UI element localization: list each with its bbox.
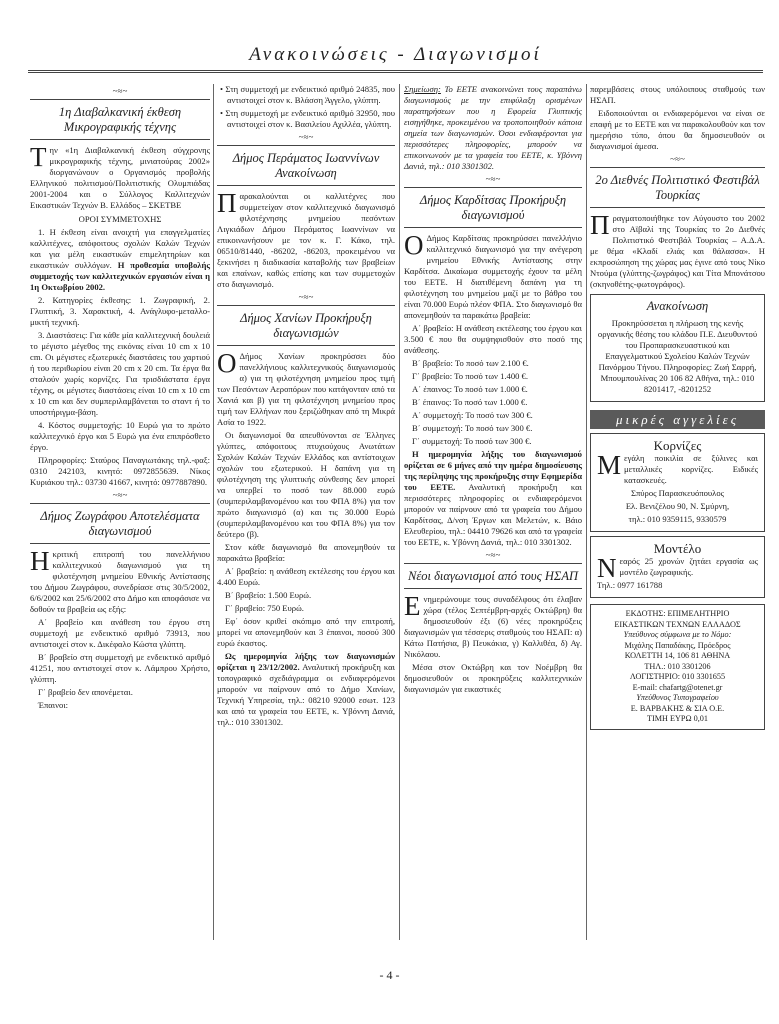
classified-ad — [590, 536, 765, 598]
column-1 — [30, 84, 210, 713]
article-paragraph: Γ΄ βραβείο: Το ποσό των 1.400 €. — [412, 371, 529, 381]
masthead-line: Μιχάλης Παπαδάκης, Πρόεδρος — [624, 640, 731, 650]
article-paragraph: Την «1η Διαβαλκανική έκθεση σύγχρονης μικρογραφικής τέχνης, μινιατούρας 2002» διοργανώνουν ο Οργανισμός προβολής Ελληνικού πολιτισμού/Πολιτιστικής Ολυμπιάδας 2001-2004 και ο Σύλλογος Καλλιτεχνών Εικαστικών Τεχνών Β. Ελλάδος – ΣΚΕΤΒΕ — [30, 142, 210, 210]
drop-cap: Μ — [597, 450, 622, 480]
article-paragraph: Β΄ βραβείο: 1.500 Ευρώ. — [225, 590, 312, 600]
ad-paragraph: Μεγάλη ποικιλία σε ξύλινες και μεταλλικές κορνίζες. Ειδικές κατασκευές. — [597, 450, 758, 485]
announcement-box — [590, 294, 765, 402]
article-paragraph: Α΄ βραβείο: η ανάθεση εκτέλεσης του έργου και 4.400 Ευρώ. — [217, 566, 395, 587]
list-item: • Στη συμμετοχή με ενδεικτικό αριθμό 24835, που αντιστοιχεί στον κ. Βλάσση Άγγελο, γλύπτη. — [220, 84, 395, 105]
article-title: 2ο Διεθνές Πολιτιστικό Φεστιβάλ Τουρκίας — [595, 173, 760, 202]
ornament-icon: ~≈~ — [112, 86, 128, 96]
drop-cap: Π — [590, 210, 610, 240]
article-paragraph: Ο Δήμος Καρδίτσας προκηρύσσει πανελλήνιο καλλιτεχνικό διαγωνισμό για την ανέγερση μνημείου Εθνικής Αντίστασης στην Καρδίτσα. Δικαίωμα συμμετοχής έχουν τα μέλη του ΕΕΤΕ. Η διατιθέμενη δαπάνη για τη φιλοτέχνηση του μνημείου μαζί με το βάθρο του είναι 70.000 Ευρώ πλέον ΦΠΑ. Στο διαγωνισμό θα απονεμηθούν τα παρακάτω βραβεία: — [404, 230, 582, 320]
ornament-icon: ~≈~ — [112, 490, 128, 500]
article-paragraph: Ο Δήμος Χανίων προκηρύσσει δύο πανελλήνιους καλλιτεχνικούς διαγωνισμούς α) για τη φιλοτέχνηση μνημείου προς τιμή των Πεσόντων Αεροπόρων που κατάγονταν από τα Χανιά και β) για τη φιλοτέχνηση μνημείου προς τιμή των Ελλήνων που ξεριζώθηκαν από τη Μικρά Ασία το 1922. — [217, 348, 395, 427]
divider — [404, 563, 582, 564]
article-title: Νέοι διαγωνισμοί από τους ΗΣΑΠ — [408, 569, 578, 583]
ad-title: Κορνίζες — [653, 438, 702, 453]
divider — [590, 167, 765, 168]
article-paragraph: Η ημερομηνία λήξης του διαγωνισμού ορίζεται σε 6 μήνες από την ημέρα δημοσίευσης της περίληψης της προκήρυξης στην Εφημερίδα του ΕΕΤΕ. Αναλυτική προκήρυξη και περισσότερες πληροφορίες οι ενδιαφερόμενοι μπορούν να παίρνουν από τα γραφεία του Δήμου Καρδίτσας, Δ/νση Έργων και Μελετών, κ. Βάιο Ελευθερίου, τηλ.: 04410 79626 και από τα γραφεία του ΕΕΤΕ, κ. Υβόννη Δανιά, τηλ.: 010 3301302. — [404, 449, 582, 547]
article-paragraph: Πληροφορίες: Σταύρος Παναγιωτάκης τηλ.-φαξ: 0310 242103, κινητό: 0972855639. Νίκος Κυριάκου τηλ.: 03730 41667, κινητό: 0977887890. — [30, 455, 210, 487]
column-2 — [217, 84, 395, 730]
article-paragraph: Β΄ βραβείο στη συμμετοχή με ενδεικτικό αριθμό 41251, που αντιστοιχεί στον κ. Λάμπρου Χρήστο, γλύπτη. — [30, 652, 210, 684]
article-paragraph: Α΄ βραβείο: Η ανάθεση εκτέλεσης του έργου και 3.500 € που θα συμψηφισθούν στο ποσό της ανάθεσης. — [404, 323, 582, 355]
drop-cap: Η — [30, 546, 50, 576]
drop-cap: Τ — [30, 142, 47, 172]
ornament-icon: ~≈~ — [298, 132, 314, 142]
drop-cap: Ο — [217, 348, 237, 378]
column-divider — [586, 84, 587, 940]
ad-paragraph: Νεαρός 25 χρονών ζητάει εργασία ως μοντέλο ζωγραφικής. — [597, 553, 758, 583]
column-3 — [404, 84, 582, 697]
divider — [30, 139, 210, 140]
article-paragraph: 1. Η έκθεση είναι ανοιχτή για επαγγελματίες καλλιτέχνες, απόφοιτους σχολών Καλών Τεχνών και για μέλη εικαστικών επιμελητηρίων και εικαστικών συλλόγων. Η προθεσμία υποβολής συμμετοχής των καλλιτεχνικών εργασιών είναι η 1η Οκτωβρίου 2002. — [30, 227, 210, 292]
masthead-line: E-mail: chafartg@otenet.gr — [632, 682, 723, 692]
drop-cap: Ν — [597, 553, 617, 583]
divider — [30, 543, 210, 544]
article-paragraph: Ως ημερομηνία λήξης των διαγωνισμών ορίζεται η 23/12/2002. Αναλυτική προκήρυξη και τοπογραφικό σχεδιάγραμμα οι ενδιαφερόμενοι μπορούν να παίρνουν από το Δήμο Χανίων, Τεχνική Υπηρεσία, τηλ.: 08210 92000 εσωτ. 123 και από τα γραφεία του ΕΕΤΕ, κ. Υβόννη Δανιά, τηλ.: 010 3301302. — [217, 651, 395, 727]
masthead-line: Υπεύθυνος σύμφωνα με το Νόμο: — [623, 630, 732, 639]
article-paragraph: παρεμβάσεις στους υπόλοιπους σταθμούς των ΗΣΑΠ. — [590, 84, 765, 105]
drop-cap: Π — [217, 188, 237, 218]
divider — [217, 145, 395, 146]
divider — [217, 305, 395, 306]
note-paragraph: Σημείωση: Το ΕΕΤΕ ανακοινώνει τους παραπάνω διαγωνισμούς με την επιφύλαξη ορισμένων παρατηρήσεων που η Εφορεία Γλυπτικής εισηγήθηκε, προκειμένου να τροποποιηθούν κάποια σημεία των διαγωνισμών. Όσοι ενδιαφέρονται για περισσότερες πληροφορίες, μπορούν να επικοινωνούν με τα γραφεία του ΕΕΤΕ, κ. Υβόννη Δανιά, τηλ.: 010 3301302. — [404, 84, 582, 171]
ad-contact: Τηλ.: 0977 161788 — [597, 580, 663, 590]
column-divider — [399, 84, 400, 940]
divider — [30, 99, 210, 100]
article-title: Δήμος Χανίων Προκήρυξη διαγωνισμών — [240, 311, 372, 340]
divider — [404, 227, 582, 228]
divider — [217, 185, 395, 186]
article-paragraph: Ενημερώνουμε τους συναδέλφους ότι έλαβαν χώρα (τέλος Σεπτέμβρη-αρχές Οκτώβρη) θα δημοσιευθούν έξι (6) νέες προκηρύξεις διαγωνισμών για τέσσερις σταθμούς του ΗΣΑΠ: α) Κάτω Πατήσια, β) Πευκάκια, γ) Καλλιθέα, δ) Αγ. Νικόλαου. — [404, 591, 582, 659]
article-paragraph: Γ΄ βραβείο δεν απονέμεται. — [38, 687, 133, 697]
article-paragraph: Α΄ έπαινος: Το ποσό των 1.000 €. — [412, 384, 528, 394]
ad-title: Μοντέλο — [653, 541, 702, 556]
article-paragraph: Πραγματοποιήθηκε τον Αύγουστο του 2002 στο Αϊβαλί της Τουρκίας το 2ο Διεθνές Πολιτιστικό Φεστιβάλ Τουρκίας – Α.Δ.Α. με θέμα «Κλαδί ελιάς και θάλασσα». Η εκπροσώπηση της χώρας μας έγινε από τους Νίκο Ντούμα (γλύπτης-ζωγράφος) και Τίτα Μπονάτσου (σκηνοθέτης-φωτογράφος). — [590, 210, 765, 289]
column-4 — [590, 84, 765, 730]
classifieds-banner: μικρές αγγελίες — [590, 410, 765, 429]
article-paragraph: Ειδοποιούνται οι ενδιαφερόμενοι να είναι σε επαφή με το ΕΕΤΕ και να παρακολουθούν και τον ημερήσιο τύπο, όπου θα δημοσιευθούν οι διαγωνισμοί άμεσα. — [590, 108, 765, 151]
article-paragraph: 4. Κόστος συμμετοχής: 10 Ευρώ για το πρώτο καλλιτεχνικό έργο και 5 Ευρώ για ένα επιπρόσθετο έργο. — [30, 420, 210, 452]
divider — [404, 588, 582, 589]
article-paragraph: Α΄ βραβείο και ανάθεση του έργου στη συμμετοχή με ενδεικτικό αριθμό 73913, που αντιστοιχεί στον κ. Δικέφαλο Κώστα γλύπτη. — [30, 617, 210, 649]
subheading: ΟΡΟΙ ΣΥΜΜΕΤΟΧΗΣ — [78, 214, 162, 224]
article-title: Δήμος Ζωγράφου Αποτελέσματα διαγωνισμού — [40, 509, 200, 538]
divider — [590, 207, 765, 208]
drop-cap: Ε — [404, 591, 421, 621]
masthead-line: ΛΟΓΙΣΤΗΡΙΟ: 010 3301655 — [629, 672, 726, 681]
article-title: Δήμος Περάματος Ιωαννίνων Ανακοίνωση — [232, 151, 380, 180]
column-divider — [213, 84, 214, 940]
article-paragraph: Β΄ έπαινος: Το ποσό των 1.000 €. — [412, 397, 528, 407]
article-paragraph: Γ΄ συμμετοχή: Το ποσό των 300 €. — [412, 436, 532, 446]
masthead-line: ΤΗΛ.: 010 3301206 — [644, 661, 711, 671]
masthead-line: Υπεύθυνος Τυπογραφείου — [636, 693, 719, 702]
article-paragraph: Παρακαλούνται οι καλλιτέχνες που συμμετείχαν στον καλλιτεχνικό διαγωνισμό φιλοτέχνησης μνημείου πεσόντων Λιγκιάδων Δήμου Περάματος Ιωαννίνων να επικοινωνήσουν με τον κ. Γ. Κάκο, τηλ. 06510/81440, -86202, -86203, προκειμένου να ξεκινήσει η διαδικασία καταβολής των βραβείων και επαίνων, καθώς επίσης και των συμμετοχών στο διαγωνισμό. — [217, 188, 395, 289]
article-paragraph: Προκηρύσσεται η πλήρωση της κενής οργανικής θέσης του κλάδου Π.Ε. Διευθυντού του Προπαρασκευαστικού και Επαγγελματικού Σχολείου Καλών Τεχνών Πανόρμου Τήνου. Πληροφορίες: Ζωή Σαρρή, Μπουμπουλίνας 20 106 82 Αθήνα, τηλ.: 010 8201417, -8201252 — [597, 318, 758, 394]
masthead-line: ΕΚΔΟΤΗΣ: ΕΠΙΜΕΛΗΤΗΡΙΟ — [625, 609, 730, 618]
masthead-line: ΕΙΚΑΣΤΙΚΩΝ ΤΕΧΝΩΝ ΕΛΛΑΔΟΣ — [614, 619, 741, 629]
ad-contact: Ελ. Βενιζέλου 90, Ν. Σμύρνη, — [625, 501, 730, 511]
list-item: • Στη συμμετοχή με ενδεικτικό αριθμό 32950, που αντιστοιχεί στον κ. Βασιλείου Αχιλλέα, γλύπτη. — [220, 108, 395, 129]
article-title: Ανακοίνωση — [646, 299, 709, 313]
divider — [404, 187, 582, 188]
article-paragraph: Μέσα στον Οκτώβρη και τον Νοέμβρη θα δημοσιευθούν οι προκηρύξεις καλλιτεχνικών διαγωνισμών για εικαστικές — [404, 662, 582, 694]
article-paragraph: Έπαινοι: — [38, 700, 68, 710]
divider — [30, 503, 210, 504]
article-paragraph: Εφ΄ όσον κριθεί σκόπιμο από την επιτροπή, μπορεί να απονεμηθούν και 3 έπαινοι, ποσού 300 ευρώ έκαστος. — [217, 616, 395, 648]
ad-contact: Σπύρος Παρασκευόπουλος — [630, 488, 725, 498]
drop-cap: Ο — [404, 230, 424, 260]
article-paragraph: Β΄ βραβείο: Το ποσό των 2.100 €. — [412, 358, 529, 368]
ornament-icon: ~≈~ — [485, 550, 501, 560]
publisher-masthead — [590, 604, 765, 730]
ornament-icon: ~≈~ — [298, 292, 314, 302]
article-paragraph: 3. Διαστάσεις: Για κάθε μία καλλιτεχνική δουλειά το μέγιστο μέγεθος της εικόνας είναι 10 cm x 10 cm. Οι μέγιστες εξωτερικές διαστάσεις του χαρτιού ή του περιθωρίου είναι 20 cm x 20 cm. Τα έργα θα σταλούν χωρίς κορνίζες. Για τρισδιάστατα έργα τέχνης, οι μέγιστες διαστάσεις είναι 10 cm x 10 cm x 10 cm και δεν συμπεριλαμβάνεται το σταντ ή το υποστήριγμα-βάση. — [30, 330, 210, 417]
masthead-line: ΚΟΛΕΤΤΗ 14, 106 81 ΑΘΗΝΑ — [624, 651, 731, 660]
article-paragraph: Γ΄ βραβείο: 750 Ευρώ. — [225, 603, 304, 613]
page-number: - 4 - — [379, 968, 400, 982]
ornament-icon: ~≈~ — [670, 154, 685, 164]
article-paragraph: Ηκριτική επιτροπή του πανελλήνιου καλλιτεχνικού διαγωνισμού για τη φιλοτέχνηση μνημείου Εθνικής Αντίστασης του Δήμου Ζωγράφου, συνεδρίασε στις 30/5/2002, 6/6/2002 και 25/6/2002 στο Δήμο και αποφάσισε να δοθούν τα βραβεία ως εξής: — [30, 546, 210, 614]
header-rule — [28, 70, 763, 73]
article-paragraph: Α΄ συμμετοχή: Το ποσό των 300 €. — [412, 410, 533, 420]
masthead-line: ΤΙΜΗ ΕΥΡΩ 0,01 — [647, 714, 708, 723]
divider — [217, 345, 395, 346]
masthead-line: Ε. ΒΑΡΒΑΚΗΣ & ΣΙΑ Ο.Ε. — [630, 703, 725, 713]
article-paragraph: Στον κάθε διαγωνισμό θα απονεμηθούν τα παρακάτω βραβεία: — [217, 542, 395, 563]
article-title: Δήμος Καρδίτσας Προκήρυξη διαγωνισμού — [419, 193, 567, 222]
article-paragraph: Οι διαγωνισμοί θα απευθύνονται σε Έλληνες γλύπτες, απόφοιτους πτυχιούχους Ανωτάτων Σχολών Καλών Τεχνών Ελλάδος και αντίστοιχων σχολών του εξωτερικού. Η δαπάνη για τη φιλοτέχνηση της γλυπτικής σύνθεσης δεν μπορεί να υπερβεί το ποσό των 88.000 ευρώ (συμπεριλαμβανομένου και του ΦΠΑ 8%) για τον πρώτο διαγωνισμό (α) και τις 30.000 Ευρώ (συμπεριλαμβανομένου και του ΦΠΑ 8%) για τον δεύτερο (β). — [217, 430, 395, 539]
ornament-icon: ~≈~ — [485, 174, 501, 184]
article-paragraph: 2. Κατηγορίες έκθεσης: 1. Ζωγραφική, 2. Γλυπτική, 3. Χαρακτική, 4. Ανάγλυφο-μεταλλο-μικτή τεχνική. — [30, 295, 210, 327]
classified-ad — [590, 433, 765, 532]
page-header-title: Ανακοινώσεις - Διαγωνισμοί — [249, 44, 542, 65]
article-title: 1η Διαβαλκανική έκθεση Μικρογραφικής τέχνης — [58, 105, 182, 134]
ad-contact: τηλ.: 010 9359115, 9330579 — [628, 514, 727, 524]
article-paragraph: Β΄ συμμετοχή: Το ποσό των 300 €. — [412, 423, 533, 433]
